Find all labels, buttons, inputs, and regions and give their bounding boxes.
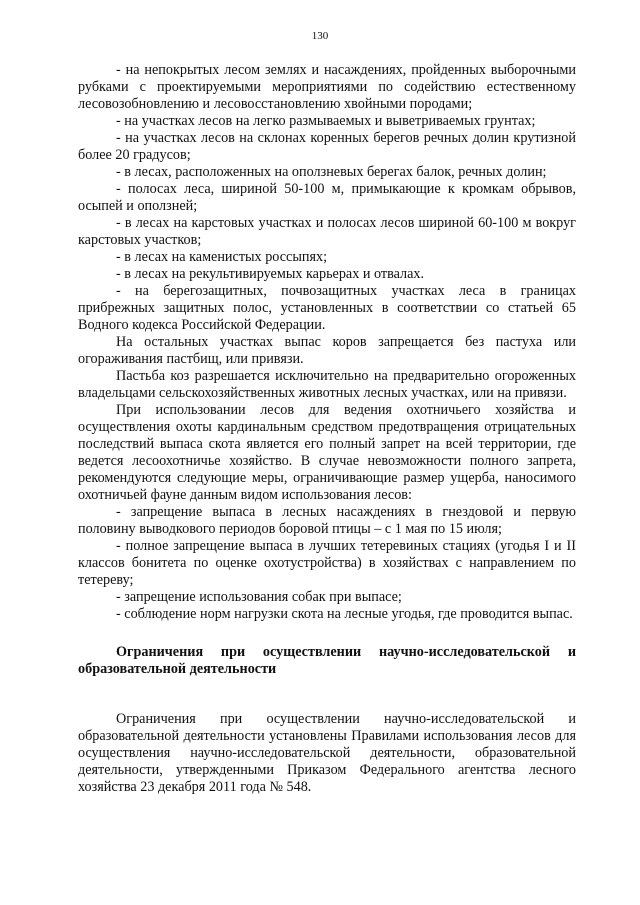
list-item: - в лесах на рекультивируемых карьерах и отвалах. bbox=[116, 266, 425, 282]
body-paragraph: На остальных участках выпас коров запрещается без пастуха или огораживания пастбищ, или привязи. bbox=[78, 334, 576, 367]
list-item: - полосах леса, шириной 50-100 м, примыкающие к кромкам обрывов, осыпей и оползней; bbox=[78, 181, 576, 214]
body-paragraph: Пастьба коз разрешается исключительно на предварительно огороженных владельцами сельскохозяйственных животных лесных участках, или на привязи. bbox=[78, 368, 576, 401]
list-item: - на непокрытых лесом землях и насаждениях, пройденных выборочными рубками с проектируемыми мероприятиями по содействию естественному лесовозобновлению и лесовосстановлению хвойными породами; bbox=[78, 62, 576, 112]
list-item: - запрещение использования собак при выпасе; bbox=[116, 589, 402, 605]
list-item: - в лесах, расположенных на оползневых берегах балок, речных долин; bbox=[116, 164, 547, 180]
list-item: - на участках лесов на склонах коренных берегов речных долин крутизной более 20 градусов; bbox=[78, 130, 576, 163]
list-item: - в лесах на карстовых участках и полосах лесов шириной 60-100 м вокруг карстовых участков; bbox=[78, 215, 576, 248]
page-content bbox=[78, 62, 576, 796]
list-item: - на участках лесов на легко размываемых и выветриваемых грунтах; bbox=[116, 113, 536, 129]
list-item: - соблюдение норм нагрузки скота на лесные угодья, где проводится выпас. bbox=[116, 606, 573, 622]
body-paragraph: При использовании лесов для ведения охотничьего хозяйства и осуществления охоты кардинальным средством предотвращения отрицательных последствий выпаса скота является его полный запрет на всей территории, где ведется лесоохотничье хозяйство. В случае невозможности полного запрета, рекомендуются следующие меры, ограничивающие размер ущерба, наносимого охотничьей фауне данным видом использования лесов: bbox=[78, 402, 576, 503]
section-paragraph: Ограничения при осуществлении научно-исследовательской и образовательной деятельности установлены Правилами использования лесов для осуществления научно-исследовательской деятельности, образовательной деятельности, утвержденными Приказом Федерального агентства лесного хозяйства 23 декабря 2011 года № 548. bbox=[78, 711, 576, 795]
section-heading: Ограничения при осуществлении научно-исследовательской и образовательной деятельности bbox=[78, 644, 576, 677]
list-item: - на берегозащитных, почвозащитных участках леса в границах прибрежных защитных полос, установленных в соответствии со статьей 65 Водного кодекса Российской Федерации. bbox=[78, 283, 576, 333]
list-item: - запрещение выпаса в лесных насаждениях в гнездовой и первую половину выводкового периодов боровой птицы – с 1 мая по 15 июля; bbox=[78, 504, 576, 537]
page-number: 130 bbox=[311, 30, 329, 42]
list-item: - в лесах на каменистых россыпях; bbox=[116, 249, 328, 265]
list-item: - полное запрещение выпаса в лучших тетеревиных стациях (угодья I и II классов бонитета по оценке охотустройства) в хозяйствах с направлением по тетереву; bbox=[78, 538, 576, 588]
